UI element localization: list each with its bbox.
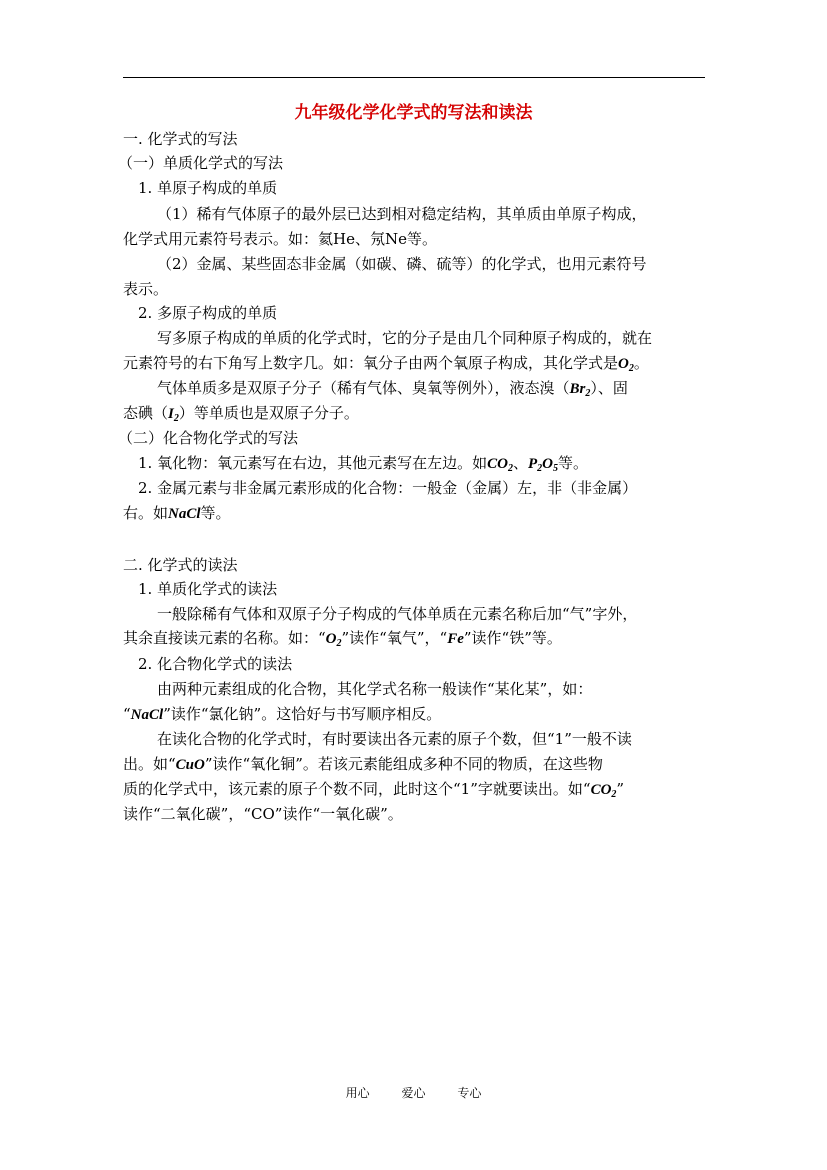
paragraph-line: 表示。: [123, 280, 169, 298]
paragraph-line: （2）金属、某些固态非金属（如碳、磷、硫等）的化学式，也用元素符号: [157, 255, 647, 273]
subsection-1-heading: （一）单质化学式的写法: [118, 154, 284, 172]
text-segment: 、: [512, 454, 528, 472]
text-segment: 气体单质多是双原子分子（稀有气体、臭氧等例外），液态溴（: [157, 379, 570, 397]
paragraph-line: [123, 353, 649, 374]
paragraph-line: 写多原子构成的单质的化学式时，它的分子是由几个同种原子构成的，就在: [157, 329, 653, 347]
subsection-2-heading: （二）化合物化学式的写法: [118, 429, 299, 447]
paragraph-line: [123, 503, 231, 524]
text-segment: 等。: [557, 454, 588, 472]
text-segment: 态碘（: [123, 404, 169, 422]
paragraph-line: 化学式用元素符号表示。如：氦He、氖Ne等。: [123, 230, 437, 248]
text-segment: ”: [616, 780, 625, 798]
text-segment: ”读作“铁”等。: [463, 629, 562, 647]
text-segment: 其余直接读元素的名称。如：“: [123, 629, 326, 647]
text-segment: 1. 氧化物：氧元素写在右边，其他元素写在左边。如: [138, 454, 488, 472]
text-segment: 出。如“: [123, 755, 176, 773]
formula-fe: Fe: [447, 631, 464, 647]
paragraph-line: [123, 779, 624, 800]
formula-br2: $Br_2$: [569, 381, 591, 399]
text-segment: 。: [633, 354, 649, 372]
text-segment: 元素符号的右下角写上数字几。如：氧分子由两个氧原子构成，其化学式是: [123, 354, 619, 372]
paragraph-line: 2. 金属元素与非金属元素形成的化合物：一般金（金属）左，非（非金属）: [138, 479, 638, 497]
text-segment: ”读作“氯化钠”。这恰好与书写顺序相反。: [163, 705, 442, 723]
item-2-heading: 2. 化合物化学式的读法: [138, 655, 293, 673]
text-segment: ）等单质也是双原子分子。: [178, 404, 359, 422]
text-segment: 右。如: [123, 504, 169, 522]
formula-cuo: CuO: [175, 757, 205, 773]
text-segment: “: [123, 705, 131, 723]
formula-nacl: NaCl: [168, 506, 201, 522]
header-rule: [123, 77, 705, 78]
paragraph-line: 一般除稀有气体和双原子分子构成的气体单质在元素名称后加“气”字外，: [157, 605, 638, 623]
paragraph-line: [123, 403, 359, 424]
section-1-heading: 一. 化学式的写法: [123, 130, 238, 148]
item-1-heading: 1. 单原子构成的单质: [138, 179, 278, 197]
text-segment: ”读作“氧气”，“: [341, 629, 448, 647]
item-1-heading: 1. 单质化学式的读法: [138, 580, 278, 598]
footer-text: 用心: [345, 1086, 370, 1100]
item-2-heading: 2. 多原子构成的单质: [138, 304, 278, 322]
formula-co2: $CO_2$: [590, 782, 617, 800]
paragraph-line: [123, 628, 562, 649]
page-title: 九年级化学化学式的写法和读法: [294, 103, 533, 123]
footer-text: 专心: [457, 1086, 482, 1100]
paragraph-line: [138, 453, 588, 474]
formula-p2o5: $P_2O_5$: [527, 456, 558, 474]
section-2-heading: 二. 化学式的读法: [123, 556, 238, 574]
formula-o2: $O_2$: [325, 631, 342, 649]
formula-co2: $CO_2$: [487, 456, 513, 474]
text-segment: ”读作“氧化铜”。若该元素能组成多种不同的物质，在这些物: [204, 755, 603, 773]
formula-o2: $O_2$: [618, 356, 634, 374]
footer-text: 爱心: [401, 1086, 426, 1100]
paragraph-line: 在读化合物的化学式时，有时要读出各元素的原子个数，但“1”一般不读: [157, 730, 632, 748]
formula-i2: $I_2$: [168, 406, 179, 424]
text-segment: 质的化学式中，该元素的原子个数不同，此时这个“1”字就要读出。如“: [123, 780, 591, 798]
text-segment: 等。: [200, 504, 231, 522]
paragraph-line: [123, 704, 441, 725]
page-footer: [0, 1085, 827, 1101]
paragraph-line: [123, 754, 603, 775]
paragraph-line: 读作“二氧化碳”，“CO”读作“一氧化碳”。: [123, 805, 403, 823]
paragraph-line: （1）稀有气体原子的最外层已达到相对稳定结构，其单质由单原子构成，: [157, 205, 647, 223]
text-segment: ）、固: [590, 379, 628, 397]
paragraph-line: [157, 378, 628, 399]
formula-nacl: NaCl: [130, 707, 164, 723]
paragraph-line: 由两种元素组成的化合物，其化学式名称一般读作“某化某”，如：: [157, 680, 593, 698]
